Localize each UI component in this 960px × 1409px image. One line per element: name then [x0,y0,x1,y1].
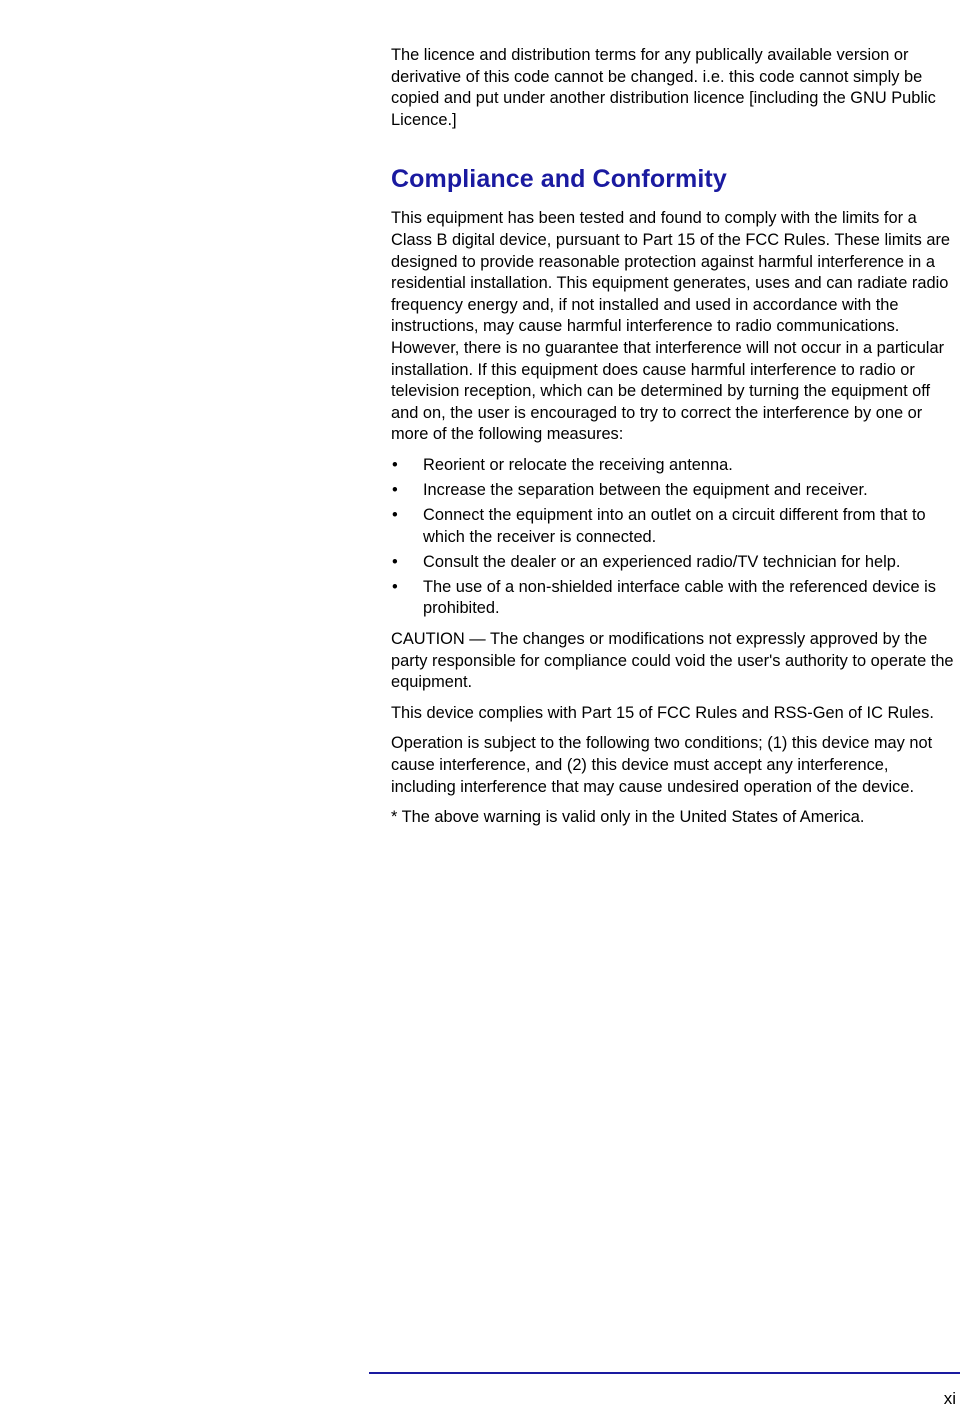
warning-note: * The above warning is valid only in the United States of America. [391,808,865,827]
footer-divider [369,1372,960,1374]
fcc-statement-paragraph: This equipment has been tested and found to comply with the limits for a Class B digital device, pursuant to Part 15 of the FCC Rules. These limits are designed to provide reasonable protection against harmful interference in a residential installation. This equipment generates, uses and can radiate radio frequency energy and, if not installed and used in accordance with the instructions, may cause harmful interference to radio communications. However, there is no guarantee that interference will not occur in a particular installation. If this equipment does cause harmful interference to radio or television reception, which can be determined by turning the equipment off and on, the user is encouraged to try to correct the interference by one or more of the following measures: [391,209,951,444]
caution-paragraph: CAUTION — The changes or modifications not expressly approved by the party responsible for compliance could void the user's authority to operate the equipment. [391,630,954,692]
bullet-icon: • [392,506,398,525]
page-number: xi [943,1389,956,1408]
compliance-paragraph: This device complies with Part 15 of FCC Rules and RSS-Gen of IC Rules. [391,703,934,722]
list-item [391,505,957,548]
list-item-text: Reorient or relocate the receiving antenna. [423,455,733,474]
list-item-text: Increase the separation between the equipment and receiver. [423,481,868,499]
list-item-text: The use of a non-shielded interface cable with the referenced device is prohibited. [423,577,936,618]
list-item-text: Consult the dealer or an experienced radio/TV technician for help. [423,552,901,571]
page-content [391,45,957,838]
list-item-text: Connect the equipment into an outlet on a circuit different from that to which the receiver is connected. [423,506,926,546]
list-item [391,455,957,477]
section-heading: Compliance and Conformity [391,165,727,194]
list-item [391,552,957,574]
bullet-icon: • [392,552,398,571]
measures-list [391,455,957,620]
list-item [391,577,957,620]
bullet-icon: • [392,481,398,499]
licence-paragraph: The licence and distribution terms for any publically available version or derivative of this code cannot be changed. i.e. this code cannot simply be copied and put under another distribution licence [including the GNU Public Licence.] [391,46,936,129]
list-item [391,480,957,502]
operation-conditions-paragraph: Operation is subject to the following two conditions; (1) this device may not cause interference, and (2) this device must accept any interference, including interference that may cause undesired operation of the device. [391,734,933,796]
bullet-icon: • [392,455,398,474]
bullet-icon: • [392,577,398,596]
